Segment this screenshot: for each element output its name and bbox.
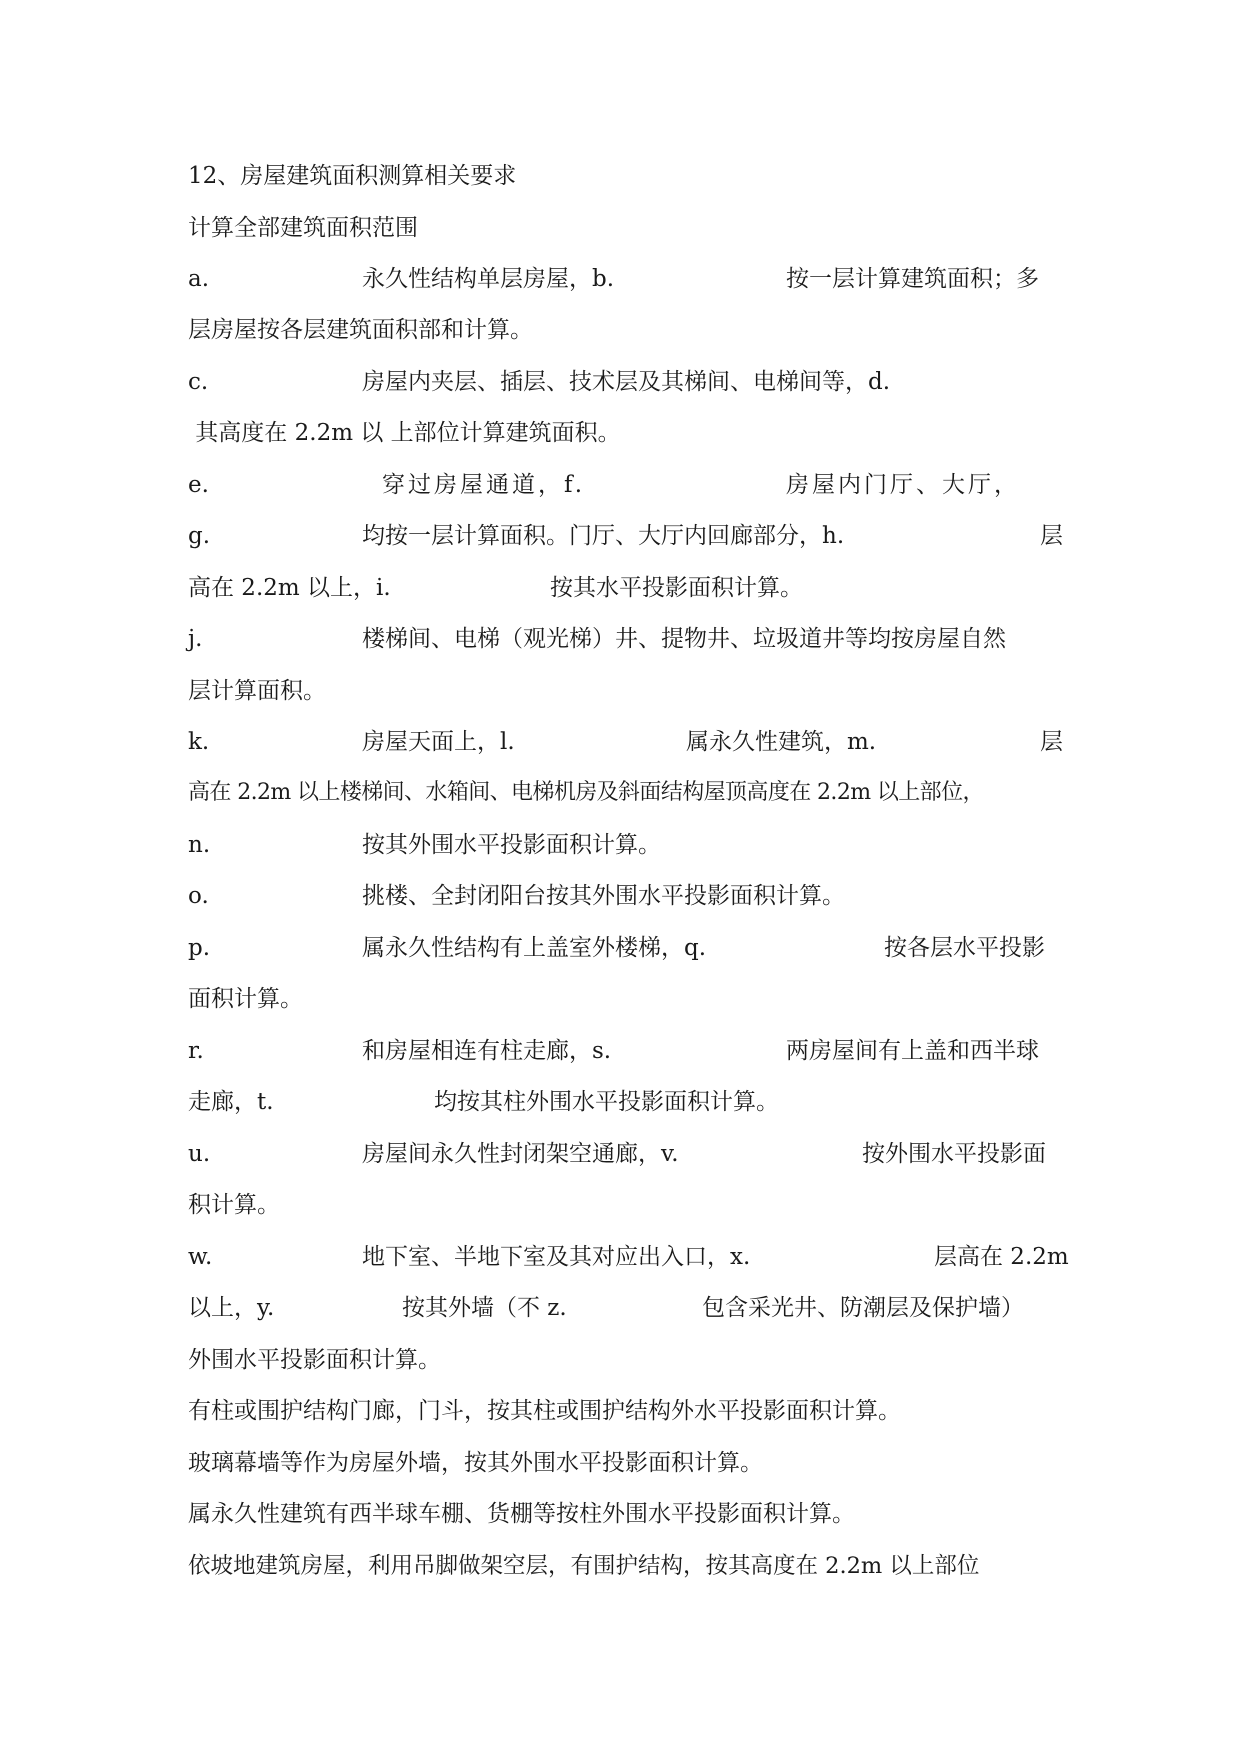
item-text: 层 xyxy=(1040,729,1063,755)
heading: 12、房屋建筑面积测算相关要求 xyxy=(188,163,517,189)
item-marker: 走廊，t. xyxy=(188,1089,274,1115)
item-marker: k. xyxy=(188,729,210,755)
item-text: 永久性结构单层房屋，b. xyxy=(362,266,615,292)
text-line: 层计算面积。 xyxy=(188,678,326,704)
text-line: 积计算。 xyxy=(188,1192,280,1218)
text-line: 外围水平投影面积计算。 xyxy=(188,1347,441,1373)
item-text: 按一层计算建筑面积；多 xyxy=(786,266,1039,292)
text-line: 玻璃幕墙等作为房屋外墙，按其外围水平投影面积计算。 xyxy=(188,1450,763,1476)
item-text: 按各层水平投影 xyxy=(884,935,1045,961)
text-line: 属永久性建筑有西半球车棚、货棚等按柱外围水平投影面积计算。 xyxy=(188,1501,855,1527)
item-marker: p. xyxy=(188,935,211,961)
item-text: 两房屋间有上盖和西半球 xyxy=(786,1038,1039,1064)
text-line: 有柱或围护结构门廊，门斗，按其柱或围护结构外水平投影面积计算。 xyxy=(188,1398,901,1424)
item-text: 房屋天面上，l. xyxy=(362,729,515,755)
item-text: 房屋间永久性封闭架空通廊，v. xyxy=(362,1141,679,1167)
item-marker: g. xyxy=(188,523,211,549)
text-line: 面积计算。 xyxy=(188,986,303,1012)
item-text: 按外围水平投影面 xyxy=(862,1141,1046,1167)
text-line: 依坡地建筑房屋，利用吊脚做架空层，有围护结构，按其高度在 2.2m 以上部位 xyxy=(188,1553,980,1579)
item-text: 属永久性结构有上盖室外楼梯，q. xyxy=(362,935,707,961)
item-text: 均按一层计算面积。门厅、大厅内回廊部分，h. xyxy=(362,523,845,549)
item-text: 和房屋相连有柱走廊，s. xyxy=(362,1038,612,1064)
item-marker: j. xyxy=(188,626,203,652)
item-text: 层高在 2.2m xyxy=(934,1244,1069,1270)
text-line: 其高度在 2.2m 以 上部位计算建筑面积。 xyxy=(188,420,621,446)
text-line: 层房屋按各层建筑面积部和计算。 xyxy=(188,317,533,343)
item-text: 按其外围水平投影面积计算。 xyxy=(362,832,661,858)
item-marker: 高在 2.2m 以上，i. xyxy=(188,575,391,601)
item-marker: u. xyxy=(188,1141,211,1167)
item-marker: a. xyxy=(188,266,210,292)
item-marker: r. xyxy=(188,1038,204,1064)
item-text: 房屋内夹层、插层、技术层及其梯间、电梯间等，d. xyxy=(362,369,891,395)
item-text: 层 xyxy=(1040,523,1063,549)
item-marker: 以上，y. xyxy=(188,1295,275,1321)
item-text: 穿过房屋通道，f. xyxy=(382,472,586,498)
item-marker: c. xyxy=(188,369,209,395)
item-marker: o. xyxy=(188,883,209,909)
item-text: 属永久性建筑，m. xyxy=(686,729,877,755)
subheading: 计算全部建筑面积范围 xyxy=(188,215,418,241)
item-marker: n. xyxy=(188,832,211,858)
item-text: 房屋内门厅、大厅， xyxy=(786,472,1020,498)
item-text: 挑楼、全封闭阳台按其外围水平投影面积计算。 xyxy=(362,883,845,909)
text-line: 高在 2.2m 以上楼梯间、水箱间、电梯机房及斜面结构屋顶高度在 2.2m 以上部位， xyxy=(188,780,984,805)
item-text: 楼梯间、电梯（观光梯）井、提物井、垃圾道井等均按房屋自然 xyxy=(362,626,1006,652)
item-text: 地下室、半地下室及其对应出入口，x. xyxy=(362,1244,751,1270)
item-marker: w. xyxy=(188,1244,213,1270)
item-text: 按其水平投影面积计算。 xyxy=(550,575,803,601)
item-text: 均按其柱外围水平投影面积计算。 xyxy=(434,1089,779,1115)
item-text: 包含采光井、防潮层及保护墙） xyxy=(702,1295,1024,1321)
item-marker: e. xyxy=(188,472,209,498)
item-text: 按其外墙（不 z. xyxy=(402,1295,567,1321)
